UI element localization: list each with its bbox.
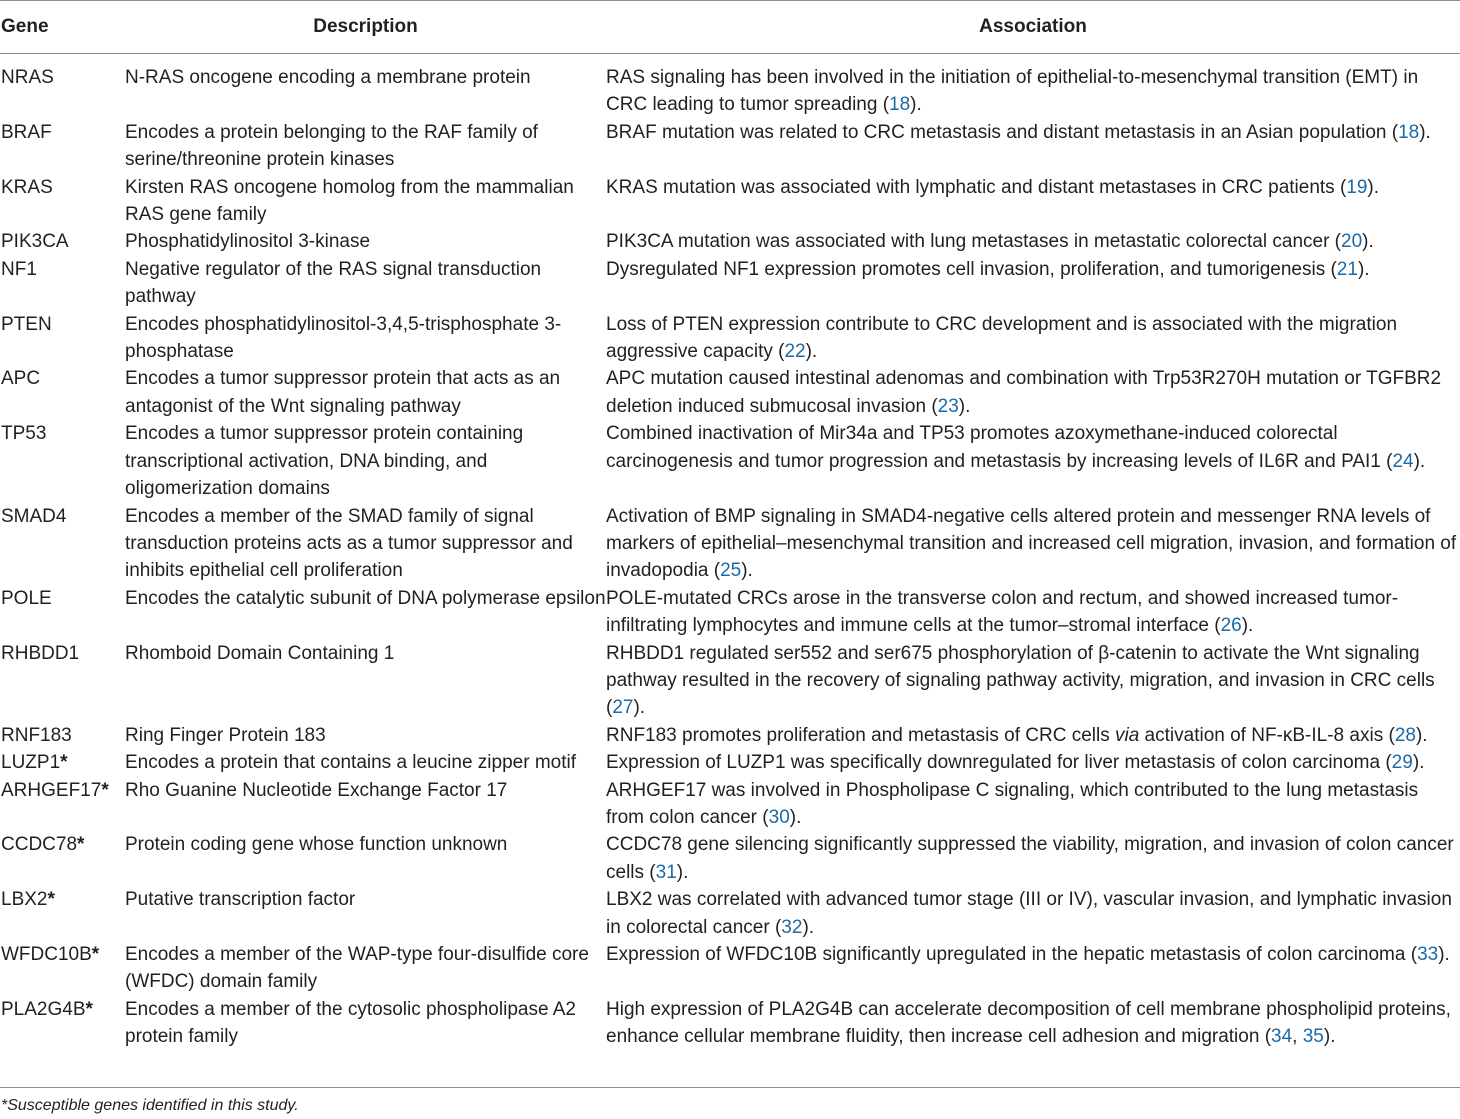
description-cell: Encodes the catalytic subunit of DNA polymerase epsilon	[125, 587, 606, 609]
gene-cell	[0, 886, 125, 941]
bottom-rule	[0, 1087, 1460, 1088]
association-text: Dysregulated NF1 expression promotes cell invasion, proliferation, and tumorigenesis (	[606, 258, 1337, 280]
header-association: Association	[606, 1, 1460, 54]
description-cell: N-RAS oncogene encoding a membrane protein	[125, 67, 531, 88]
citation-link: 19	[1346, 176, 1368, 198]
association-cell	[606, 420, 1460, 502]
gene-cell	[0, 941, 125, 996]
gene-name: KRAS	[1, 176, 53, 198]
gene-cell	[0, 420, 125, 502]
citation-link: 24	[1392, 450, 1414, 472]
association-cell	[606, 941, 1460, 996]
table-row	[0, 749, 1460, 776]
association-text: ).	[1413, 450, 1426, 472]
gene-name: RHBDD1	[1, 642, 80, 664]
association-text: POLE-mutated CRCs arose in the transverse colon and rectum, and showed increased tumor-infiltrating lymphocytes and immune cells at the tumor–stromal interface (	[606, 587, 1399, 637]
description-cell: Encodes a member of the SMAD family of signal transduction proteins acts as a tumor suppressor and inhibits epithelial cell proliferation	[125, 505, 573, 582]
association-text: ).	[805, 341, 818, 363]
gene-name: CCDC78	[1, 834, 78, 856]
description-cell: Negative regulator of the RAS signal transduction pathway	[125, 258, 542, 308]
description-cell: Encodes a member of the cytosolic phospholipase A2 protein family	[125, 998, 576, 1048]
table-row	[0, 640, 1460, 722]
association-text: ).	[741, 560, 753, 582]
gene-cell	[0, 722, 125, 749]
association-cell	[606, 174, 1460, 229]
gene-name: NF1	[1, 258, 37, 280]
association-text: Activation of BMP signaling in SMAD4-negative cells altered protein and messenger RNA levels of markers of epithelial–mesenchymal transition and increased cell migration, invasion, and formation of invadopodia (	[606, 505, 1457, 582]
table-row	[0, 228, 1460, 255]
citation-link: 20	[1341, 231, 1363, 253]
table-row	[0, 503, 1460, 585]
description-cell: Rho Guanine Nucleotide Exchange Factor 17	[125, 779, 508, 801]
gene-name: PTEN	[1, 313, 52, 335]
association-text: ).	[958, 395, 971, 417]
description-cell: Kirsten RAS oncogene homolog from the mammalian RAS gene family	[125, 176, 574, 226]
table-row	[0, 886, 1460, 941]
association-text: ).	[1357, 258, 1370, 280]
gene-name: NRAS	[1, 67, 54, 88]
association-text: RAS signaling has been involved in the initiation of epithelial-to-mesenchymal transition (EMT) in CRC leading to tumor spreading (	[606, 67, 1419, 116]
citation-link: 28	[1394, 724, 1416, 746]
susceptible-marker: *	[60, 752, 68, 774]
association-text: ).	[1323, 1026, 1336, 1048]
association-cell	[606, 365, 1460, 420]
association-text: ARHGEF17 was involved in Phospholipase C signaling, which contributed to the lung metastasis from colon cancer (	[606, 779, 1419, 828]
citation-link: 21	[1336, 258, 1358, 280]
gene-cell	[0, 256, 125, 311]
association-text: ).	[1367, 176, 1380, 198]
susceptible-marker: *	[101, 779, 109, 801]
gene-cell	[0, 228, 125, 255]
association-text: PIK3CA mutation was associated with lung metastases in metastatic colorectal cancer (	[606, 231, 1342, 253]
association-text: ).	[1241, 615, 1254, 637]
association-text: ).	[1415, 724, 1428, 746]
association-cell	[606, 119, 1460, 174]
table-row	[0, 174, 1460, 229]
citation-link: 35	[1302, 1026, 1324, 1048]
gene-cell	[0, 365, 125, 420]
gene-name: PLA2G4B	[1, 998, 86, 1020]
association-cell	[606, 311, 1460, 366]
gene-cell	[0, 585, 125, 640]
association-text: Loss of PTEN expression contribute to CRC development and is associated with the migration aggressive capacity (	[606, 313, 1398, 363]
association-text: ).	[1412, 752, 1425, 774]
description-cell: Putative transcription factor	[125, 889, 356, 911]
gene-cell	[0, 311, 125, 366]
table-body	[0, 54, 1460, 1051]
association-text: ).	[789, 806, 802, 828]
header-description: Description	[125, 1, 606, 54]
description-cell: Encodes a member of the WAP-type four-disulfide core (WFDC) domain family	[125, 944, 589, 993]
description-cell: Encodes phosphatidylinositol-3,4,5-trisphosphate 3-phosphatase	[125, 313, 562, 363]
description-cell: Encodes a protein belonging to the RAF family of serine/threonine protein kinases	[125, 121, 538, 171]
gene-name: BRAF	[1, 121, 52, 143]
gene-name: RNF183	[1, 724, 72, 746]
association-text: APC mutation caused intestinal adenomas and combination with Trp53R270H mutation or TGFBR2 deletion induced submucosal invasion (	[606, 368, 1442, 417]
table-row	[0, 831, 1460, 886]
description-cell: Phosphatidylinositol 3-kinase	[125, 231, 371, 253]
description-cell: Encodes a tumor suppressor protein containing transcriptional activation, DNA binding, and oligomerization domains	[125, 423, 524, 500]
description-cell: Protein coding gene whose function unknown	[125, 834, 508, 856]
gene-cell	[0, 749, 125, 776]
susceptible-marker: *	[91, 944, 100, 965]
citation-link: 34	[1271, 1026, 1293, 1048]
gene-cell	[0, 503, 125, 585]
gene-name: ARHGEF17	[1, 779, 102, 801]
citation-link: 22	[784, 341, 806, 363]
citation-link: 29	[1391, 752, 1413, 774]
association-cell	[606, 503, 1460, 585]
table-row	[0, 311, 1460, 366]
citation-link: 26	[1220, 615, 1242, 637]
citation-link: 27	[612, 697, 634, 719]
association-cell	[606, 831, 1460, 886]
association-text: ).	[676, 861, 689, 883]
gene-cell	[0, 640, 125, 722]
association-text: RNF183 promotes proliferation and metastasis of CRC cells	[606, 724, 1115, 746]
association-text: RHBDD1 regulated ser552 and ser675 phosphorylation of β-catenin to activate the Wnt signaling pathway resulted in the recovery of signaling pathway activity, migration, and invasion in CRC cells (	[606, 642, 1435, 719]
association-cell	[606, 886, 1460, 941]
gene-cell	[0, 777, 125, 832]
citation-link: 30	[768, 806, 790, 828]
gene-cell	[0, 54, 125, 119]
table-row	[0, 941, 1460, 996]
association-cell	[606, 640, 1460, 722]
table-row	[0, 996, 1460, 1051]
table-row	[0, 119, 1460, 174]
table-row	[0, 256, 1460, 311]
association-text: CCDC78 gene silencing significantly suppressed the viability, migration, and invasion of colon cancer cells (	[606, 834, 1454, 883]
citation-link: 32	[781, 916, 803, 938]
table-row	[0, 585, 1460, 640]
susceptible-marker: *	[77, 834, 85, 856]
association-text: ).	[1362, 231, 1374, 253]
description-cell: Ring Finger Protein 183	[125, 724, 326, 746]
gene-cell	[0, 119, 125, 174]
gene-name: WFDC10B	[1, 944, 92, 965]
association-text: ).	[1419, 121, 1431, 143]
description-cell: Encodes a protein that contains a leucine zipper motif	[125, 752, 576, 774]
association-cell	[606, 256, 1460, 311]
association-text: BRAF mutation was related to CRC metastasis and distant metastasis in an Asian population (	[606, 121, 1399, 143]
association-text: ).	[910, 94, 922, 116]
gene-name: LUZP1	[1, 752, 61, 774]
association-text: KRAS mutation was associated with lymphatic and distant metastases in CRC patients (	[606, 176, 1347, 198]
citation-link: 23	[937, 395, 959, 417]
citation-link: 33	[1417, 944, 1439, 965]
gene-cell	[0, 174, 125, 229]
association-italic: via	[1114, 724, 1140, 746]
association-cell	[606, 585, 1460, 640]
association-cell	[606, 228, 1460, 255]
association-text: LBX2 was correlated with advanced tumor stage (III or IV), vascular invasion, and lymphatic invasion in colorectal cancer (	[606, 889, 1452, 938]
gene-name: POLE	[1, 587, 52, 609]
association-text: ).	[1438, 944, 1450, 965]
footnote: *Susceptible genes identified in this study.	[1, 1097, 299, 1114]
citation-link: 18	[1398, 121, 1420, 143]
table-row	[0, 365, 1460, 420]
association-cell	[606, 749, 1460, 776]
association-cell: High expression of PLA2G4B can accelerate decomposition of cell membrane phospholipid proteins, enhance cellular membrane fluidity, then increase cell adhesion and migration (34, 35).	[606, 998, 1451, 1048]
association-cell	[606, 54, 1460, 119]
association-text: ).	[633, 697, 646, 719]
susceptible-marker: *	[85, 998, 93, 1020]
gene-name: APC	[1, 368, 41, 390]
table-row	[0, 54, 1460, 119]
association-text: ).	[802, 916, 815, 938]
gene-name: SMAD4	[1, 505, 67, 527]
table-row	[0, 777, 1460, 832]
gene-name: LBX2	[1, 889, 48, 911]
citation-link: 18	[889, 94, 911, 116]
header-gene: Gene	[0, 1, 125, 54]
association-text: Expression of WFDC10B significantly upregulated in the hepatic metastasis of colon carcinoma (	[606, 944, 1418, 965]
header-row	[0, 1, 1460, 54]
table-row	[0, 420, 1460, 502]
gene-cell	[0, 996, 125, 1051]
table-row	[0, 722, 1460, 749]
gene-name: TP53	[1, 423, 47, 445]
association-text: High expression of PLA2G4B can accelerate decomposition of cell membrane phospholipid proteins, enhance cellular membrane fluidity, then increase cell adhesion and migration (	[606, 998, 1451, 1048]
association-cell	[606, 722, 1460, 749]
gene-cell	[0, 831, 125, 886]
citation-link: 31	[655, 861, 677, 883]
citation-link: 25	[720, 560, 742, 582]
gene-name: PIK3CA	[1, 231, 69, 253]
susceptible-marker: *	[47, 889, 55, 911]
association-cell	[606, 777, 1460, 832]
association-text: activation of NF-κB-IL-8 axis (	[1139, 724, 1395, 746]
description-cell: Rhomboid Domain Containing 1	[125, 642, 395, 664]
association-text: Combined inactivation of Mir34a and TP53 promotes azoxymethane-induced colorectal carcinogenesis and tumor progression and metastasis by increasing levels of IL6R and PAI1 (	[606, 423, 1393, 472]
association-text: Expression of LUZP1 was specifically downregulated for liver metastasis of colon carcinoma (	[606, 752, 1392, 774]
description-cell: Encodes a tumor suppressor protein that acts as an antagonist of the Wnt signaling pathway	[125, 368, 561, 417]
